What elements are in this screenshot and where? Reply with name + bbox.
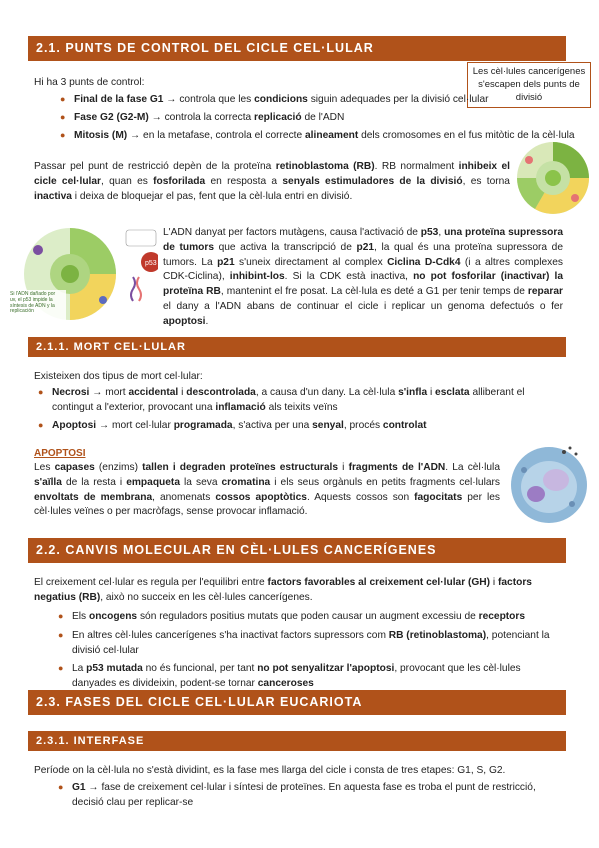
intro-text: Hi ha 3 punts de control: [34, 77, 145, 88]
restriction-paragraph: Passar pel punt de restricció depèn de la proteïna retinoblastoma (RB). RB normalment inhibeix el cicle cel·lular, quan es fosforilada en resposta a senyals estimuladores de la divisió, es torna inactiva i deixa de bloquejar el pas, fent que la cèl·lula entri en divisió. [34, 161, 510, 202]
section-heading-2-1: 2.1. PUNTS DE CONTROL DEL CICLE CEL·LULAR [28, 36, 566, 61]
death-intro: Existeixen dos tipus de mort cel·lular: [34, 371, 203, 382]
growth-paragraph: El creixement cel·lular es regula per l'equilibri entre factors favorables al creixement cel·lular (GH) i factors negatius (RB), això no succeix en les cèl·lules cancerígenes. [34, 577, 532, 603]
list-item: ● En altres cèl·lules cancerígenes s'ha inactivat factors supressors com RB (retinoblastoma), potenciant la divisió cel·lular [54, 629, 564, 659]
list-item: ● La p53 mutada no és funcional, per tant no pot senyalitzar l'apoptosi, provocant que les cèl·lules danyades es divideixin, podent-se tornar canceroses [54, 662, 564, 692]
section-heading-2-2: 2.2. CANVIS MOLECULAR EN CÈL·LULES CANCERÍGENES [28, 538, 566, 563]
interfase-paragraph: Període on la cèl·lula no s'està dividint, es la fase mes llarga del cicle i consta de tres etapes: G1, S, G2. [34, 765, 506, 776]
p53-paragraph: L'ADN danyat per factors mutàgens, causa l'activació de p53, una proteïna supressora de tumors que activa la transcripció de p21, la qual és una proteïna supressora de tumors. La p21 s'uneix directament al complex Ciclina D-Cdk4 (i a altres complexes CDK-Ciclina), inhibint-los. Si la CDK està inactiva, no pot fosforilar (inactivar) la proteïna RB, mantenint el fre posat. La cèl·lula es deté a G1 per tenir temps de reparar el dany a l'ADN abans de continuar el cicle i replicar un genoma defectuós o fer apoptosi. [163, 227, 564, 327]
apoptosi-paragraph: Les capases (enzims) tallen i degraden proteïnes estructurals i fragments de l'ADN. La cèl·lula s'aïlla de la resta i empaqueta la seva cromatina i els seus orgànuls en petits fragments cel·lulars envoltats de membrana, anomenats cossos apoptòtics. Aquests cossos son fagocitats per les cèl·lules veïnes o per macròfags, sense provocar inflamació. [34, 462, 500, 518]
interfase-list [54, 781, 564, 811]
control-points-list [56, 93, 576, 143]
list-item: ● Necrosi → mort accidental i descontrolada, a causa d'un dany. La cèl·lula s'infla i esclata alliberant el contingut a l'exterior, provocant una inflamació als teixits veïns [34, 386, 564, 416]
section-heading-2-3-1: 2.3.1. INTERFASE [28, 731, 566, 751]
list-item: ● Els oncogens són reguladors positius mutats que poden causar un augment excessiu de receptors [54, 610, 564, 625]
list-item: ● Fase G2 (G2-M) → controla la correcta replicació de l'ADN [56, 111, 576, 126]
list-item: ● G1 → fase de creixement cel·lular i síntesi de proteïnes. En aquesta fase es troba el punt de restricció, decisió clau per replicar-se [54, 781, 564, 811]
section-heading-2-3: 2.3. FASES DEL CICLE CEL·LULAR EUCARIOTA [28, 690, 566, 715]
apoptosi-title: APOPTOSI [34, 448, 86, 459]
figure-caption: Si l'ADN dañado por uv, el p53 impide la síntesis de ADN y la replicación [10, 291, 56, 315]
apoptotic-cell-image [506, 440, 592, 526]
p53-label: p53 [145, 260, 157, 267]
cell-cycle-diagram-small [515, 140, 591, 216]
section-heading-2-1-1: 2.1.1. MORT CEL·LULAR [28, 337, 566, 357]
callout-box: Les cèl·lules cancerígenes s'escapen dels punts de divisió [467, 62, 591, 108]
cancer-changes-list [54, 610, 564, 692]
list-item: ● Apoptosi → mort cel·lular programada, s'activa per una senyal, procés controlat [34, 419, 564, 434]
list-item: ● Mitosis (M) → en la metafase, controla el correcte alineament dels cromosomes en el fus mitòtic de la cèl·lula [56, 129, 576, 144]
list-item: ● Final de la fase G1 → controla que les condicions siguin adequades per la divisió cel·lular [56, 93, 576, 108]
death-types-list [34, 386, 564, 433]
